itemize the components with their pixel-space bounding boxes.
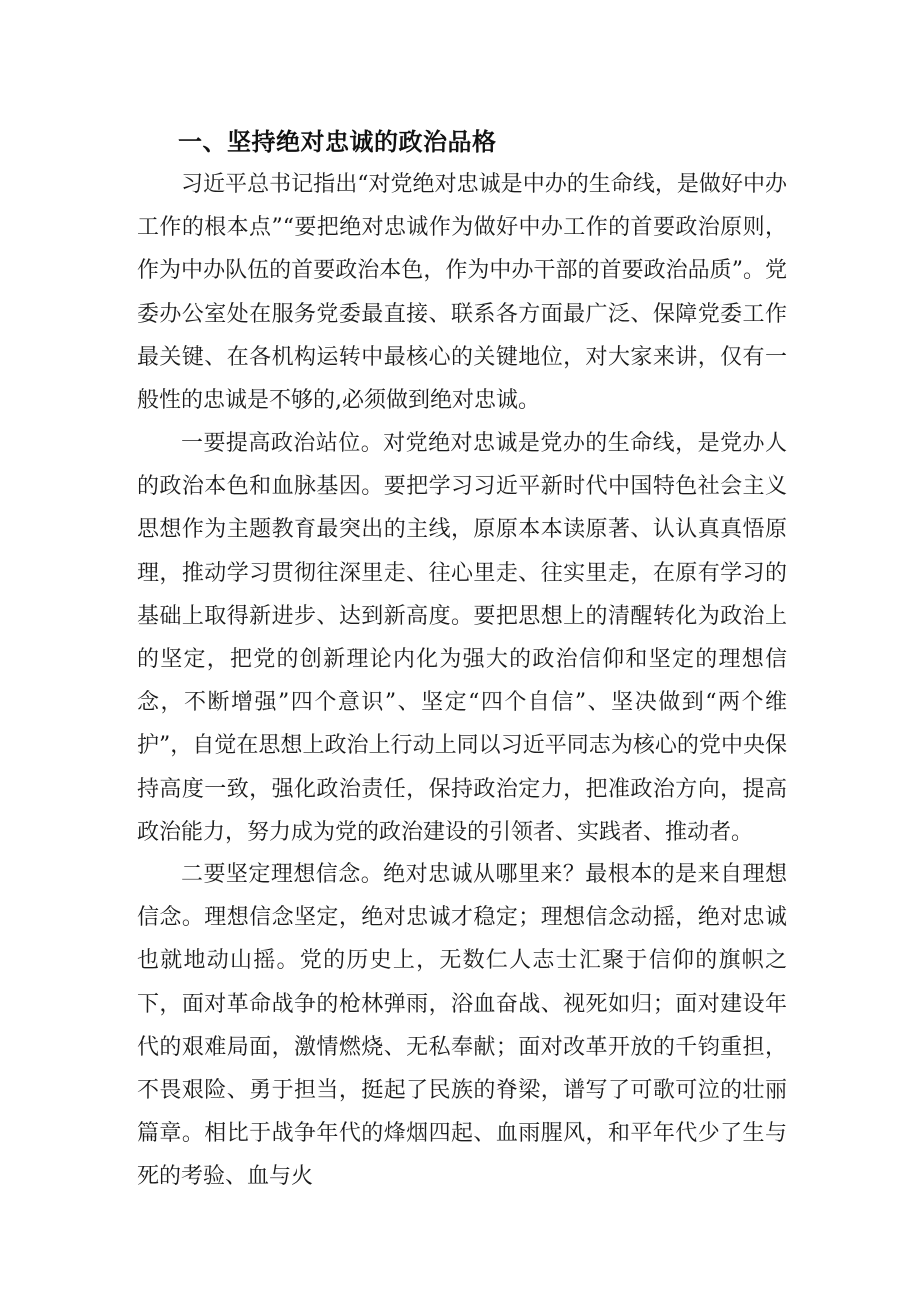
section-heading: 一、坚持绝对忠诚的政治品格	[178, 128, 497, 156]
paragraph-ideals-beliefs: 二要坚定理想信念。绝对忠诚从哪里来？最根本的是来自理想信念。理想信念坚定，绝对忠诚才稳定；理想信念动摇，绝对忠诚也就地动山摇。党的历史上，无数仁人志士汇聚于信仰的旗帜之下，面对革命战争的枪林弹雨，浴血奋战、视死如归；面对建设年代的艰难局面，激情燃烧、无私奉献；面对改革开放的千钧重担，不畏艰险、勇于担当，挺起了民族的脊梁，谱写了可歌可泣的壮丽篇章。相比于战争年代的烽烟四起、血雨腥风，和平年代少了生与死的考验、血与火	[137, 862, 787, 1190]
paragraph-intro: 习近平总书记指出“对党绝对忠诚是中办的生命线，是做好中办工作的根本点”“要把绝对忠诚作为做好中办工作的首要政治原则，作为中办队伍的首要政治本色，作为中办干部的首要政治品质”。党委办公室处在服务党委最直接、联系各方面最广泛、保障党委工作最关键、在各机构运转中最核心的关键地位，对大家来讲，仅有一般性的忠诚是不够的,必须做到绝对忠诚。	[137, 172, 787, 414]
paragraph-political-stance: 一要提高政治站位。对党绝对忠诚是党办的生命线，是党办人的政治本色和血脉基因。要把学习习近平新时代中国特色社会主义思想作为主题教育最突出的主线，原原本本读原著、认认真真悟原理，推动学习贯彻往深里走、往心里走、往实里走，在原有学习的基础上取得新进步、达到新高度。要把思想上的清醒转化为政治上的坚定，把党的创新理论内化为强大的政治信仰和坚定的理想信念，不断增强”四个意识”、坚定“四个自信”、坚决做到“两个维护”，自觉在思想上政治上行动上同以习近平同志为核心的党中央保持高度一致，强化政治责任，保持政治定力，把准政治方向，提高政治能力，努力成为党的政治建设的引领者、实践者、推动者。	[137, 431, 787, 845]
